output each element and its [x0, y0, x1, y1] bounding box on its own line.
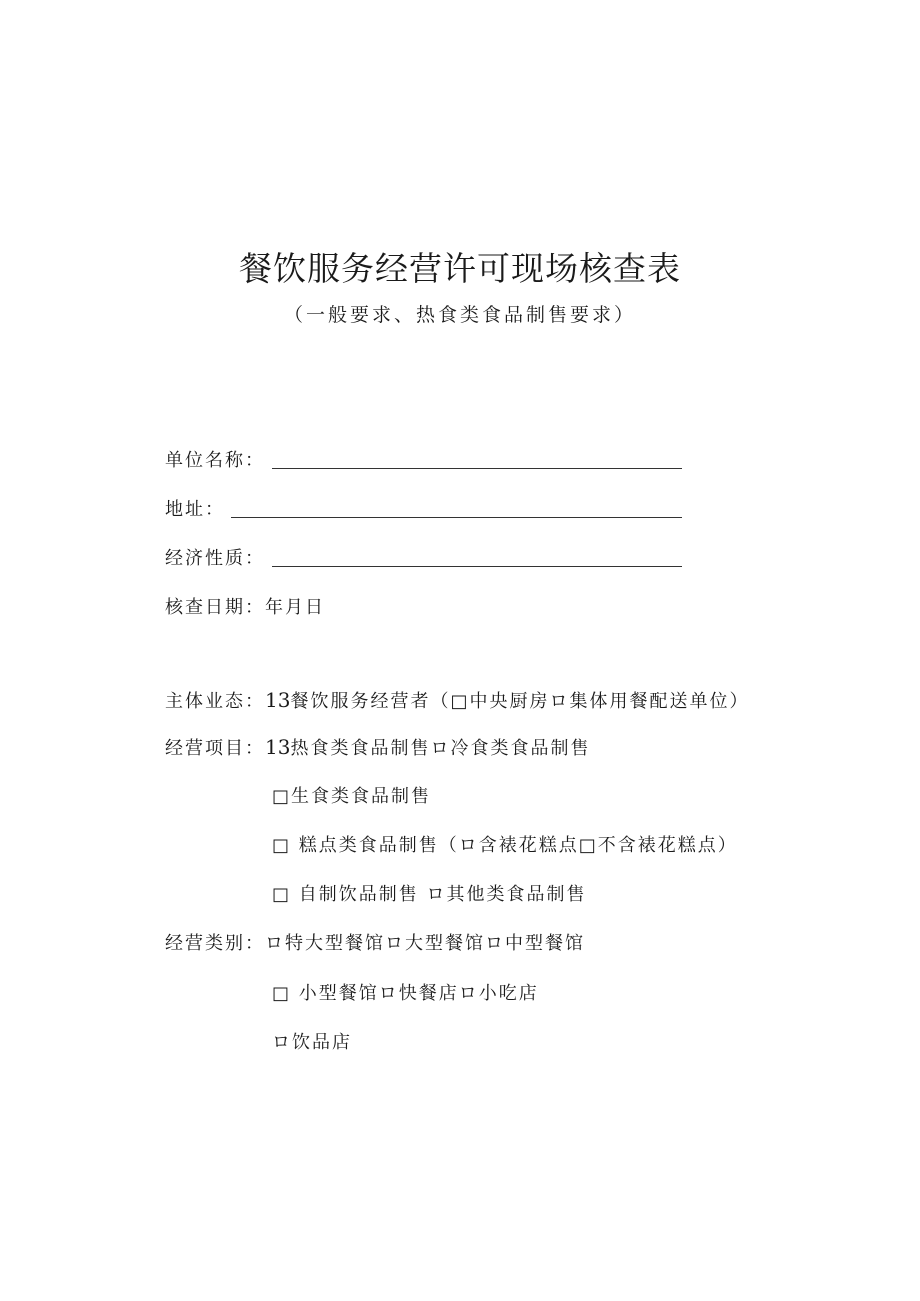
address-field[interactable]: [231, 517, 682, 518]
page-title: 餐饮服务经营许可现场核查表: [239, 249, 681, 288]
entity-form-mark: 13: [265, 688, 291, 712]
business-category-row: [165, 932, 585, 956]
business-items-line4: □ 自制饮品制售 ロ其他类食品制售: [272, 884, 587, 905]
entity-form-text: 餐饮服务经营者（□中央厨房ロ集体用餐配送单位）: [290, 691, 750, 712]
economic-nature-label: 经济性质：: [165, 548, 265, 569]
business-items-line3: □ 糕点类食品制售（ロ含裱花糕点□不含裱花糕点）: [272, 835, 738, 856]
business-items-label: 经营项目：: [165, 738, 265, 759]
business-category-line2: □ 小型餐馆ロ快餐店ロ小吃店: [272, 983, 539, 1004]
economic-nature-field[interactable]: [272, 566, 682, 567]
entity-form-row: [165, 688, 749, 714]
inspection-date-label: 核查日期：年月日: [165, 597, 325, 618]
address-label: 地址：: [165, 499, 225, 520]
business-items-row: [165, 735, 590, 761]
business-items-mark: 13: [265, 735, 291, 759]
business-category-line3: ロ饮品店: [272, 1032, 352, 1053]
page-subtitle: （一般要求、热食类食品制售要求）: [283, 304, 636, 326]
entity-form-label: 主体业态：: [165, 691, 265, 712]
business-items-line1: 热食类食品制售ロ冷食类食品制售: [290, 738, 591, 759]
unit-name-field[interactable]: [272, 468, 682, 469]
business-category-line1: ロ特大型餐馆ロ大型餐馆ロ中型餐馆: [265, 933, 585, 954]
unit-name-label: 单位名称：: [165, 450, 265, 471]
business-items-line2: □生食类食品制售: [272, 786, 432, 807]
business-category-label: 经营类别：: [165, 933, 265, 954]
